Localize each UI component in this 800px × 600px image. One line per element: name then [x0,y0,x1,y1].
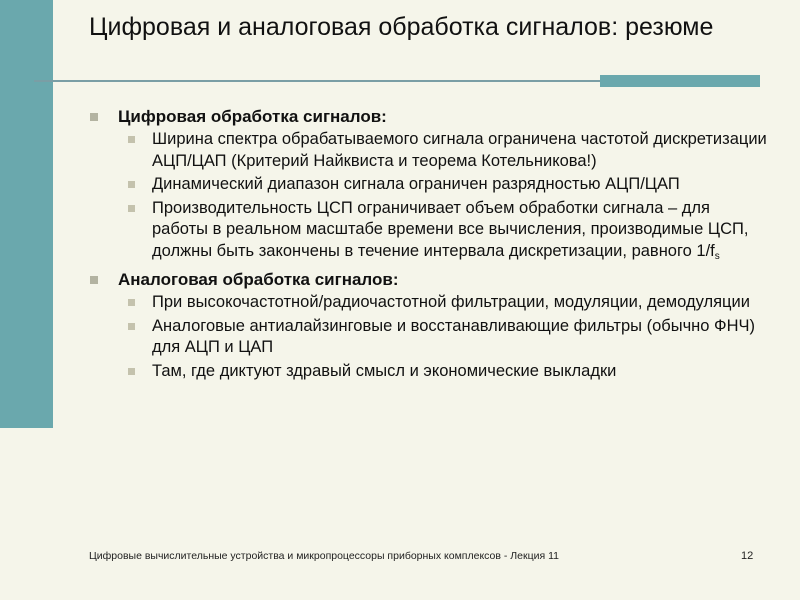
list-item-text: Аналоговые антиалайзинговые и восстанавливающие фильтры (обычно ФНЧ) для АЦП и ЦАП [152,316,755,356]
square-bullet-icon [128,368,135,375]
section-heading-text: Цифровая обработка сигналов: [118,107,387,126]
section-heading [90,269,770,290]
list-item [90,292,770,314]
section-heading-text: Аналоговая обработка сигналов: [118,270,399,289]
square-bullet-icon [128,299,135,306]
list-item [90,316,770,359]
list-item-text: Производительность ЦСП ограничивает объем обработки сигнала – для работы в реальном масштабе времени все вычисления, производимые ЦСП, должны быть закончены в течение интервала дискретизации, равного 1/f [152,198,749,260]
square-bullet-icon [90,113,98,121]
square-bullet-icon [128,205,135,212]
slide-footer: Цифровые вычислительные устройства и микропроцессоры приборных комплексов - Лекция 11 [89,550,559,562]
section-heading [90,106,770,127]
square-bullet-icon [128,181,135,188]
list-item-text: Динамический диапазон сигнала ограничен разрядностью АЦП/ЦАП [152,175,680,193]
title-accent-block [600,75,760,87]
square-bullet-icon [128,323,135,330]
list-item-text: Там, где диктуют здравый смысл и экономические выкладки [152,361,617,380]
left-accent-bar [0,0,53,428]
page-number: 12 [741,550,754,562]
square-bullet-icon [90,276,98,284]
list-item-text: Ширина спектра обрабатываемого сигнала ограничена частотой дискретизации АЦП/ЦАП (Критерий Найквиста и теорема Котельникова!) [152,130,767,170]
list-item-text: При высокочастотной/радиочастотной фильтрации, модуляции, демодуляции [152,293,750,311]
list-item [90,174,770,196]
list-item [90,198,770,268]
subscript-text: s [714,250,720,262]
slide-title: Цифровая и аналоговая обработка сигналов: резюме [89,13,714,41]
square-bullet-icon [128,136,135,143]
slide-content [90,104,770,382]
title-divider [34,80,600,82]
list-item [90,129,770,172]
list-item [90,361,770,383]
